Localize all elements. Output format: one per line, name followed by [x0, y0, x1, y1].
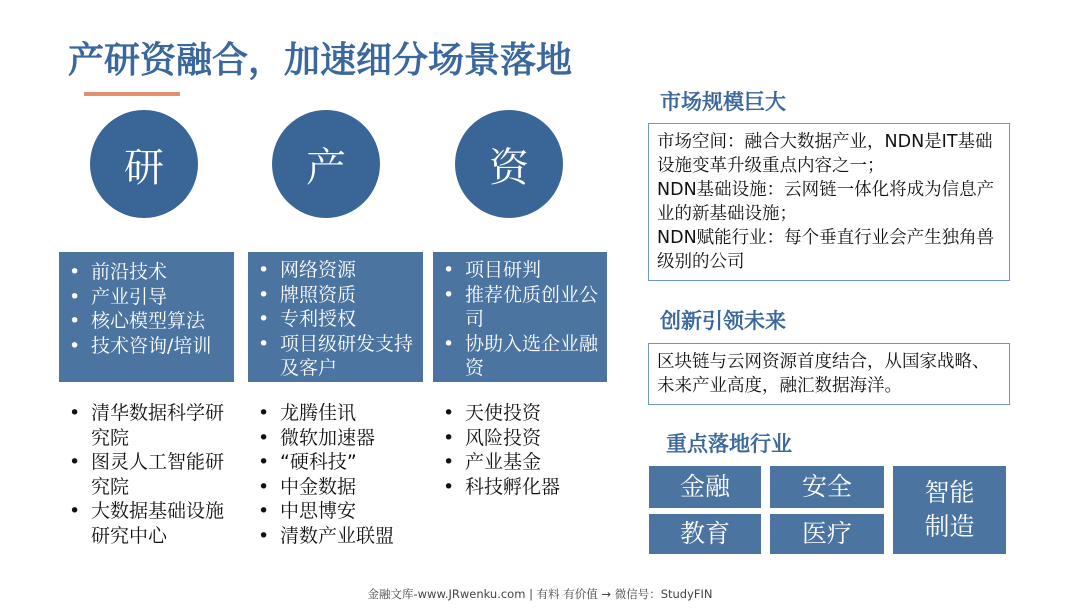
list-item: • 微软加速器 — [248, 426, 428, 451]
market-line: 市场空间：融合大数据产业，NDN是IT基础设施变革升级重点内容之一； — [657, 132, 993, 176]
market-box — [648, 123, 1010, 281]
list-item: • 科技孵化器 — [433, 475, 613, 500]
list-item: • 核心模型算法 — [59, 309, 226, 334]
industries-heading: 重点落地行业 — [666, 432, 792, 456]
list-item: • 专利授权 — [248, 307, 415, 332]
list-item: • 项目研判 — [433, 258, 599, 283]
list-item: • 前沿技术 — [59, 260, 226, 285]
list-item: • 风险投资 — [433, 426, 613, 451]
list-item: • 牌照资质 — [248, 283, 415, 308]
research-box — [59, 252, 234, 382]
industry-partners — [248, 401, 428, 548]
market-line: NDN赋能行业：每个垂直行业会产生独角兽级别的公司 — [657, 228, 995, 272]
title-accent-bar — [84, 92, 180, 96]
footer-watermark: 金融文库-www.JRwenku.com | 有料 有价值 → 微信号：StudyFIN — [367, 587, 713, 601]
list-item: • “硬科技” — [248, 450, 428, 475]
tile-finance: 金融 — [649, 466, 761, 508]
industry-box — [248, 252, 423, 382]
list-item: • 清数产业联盟 — [248, 524, 428, 549]
tile-security: 安全 — [770, 466, 884, 508]
list-item: • 技术咨询/培训 — [59, 334, 226, 359]
list-item: • 中金数据 — [248, 475, 428, 500]
research-partners — [59, 401, 234, 548]
circle-industry: 产 — [272, 110, 380, 218]
list-item: • 项目级研发支持及客户 — [248, 332, 415, 381]
list-item: • 协助入选企业融资 — [433, 332, 599, 381]
list-item: • 产业基金 — [433, 450, 613, 475]
list-item: • 网络资源 — [248, 258, 415, 283]
capital-partners — [433, 401, 613, 499]
market-line: NDN基础设施：云网链一体化将成为信息产业的新基础设施； — [657, 180, 995, 224]
innovation-text: 区块链与云网资源首度结合，从国家战略、未来产业高度，融汇数据海洋。 — [657, 352, 990, 396]
list-item: • 天使投资 — [433, 401, 613, 426]
page-title: 产研资融合，加速细分场景落地 — [68, 40, 573, 81]
list-item: • 产业引导 — [59, 285, 226, 310]
innovation-box — [648, 343, 1010, 405]
tile-medical: 医疗 — [770, 514, 884, 554]
list-item: • 龙腾佳讯 — [248, 401, 428, 426]
tile-smart-manufacturing: 智能 制造 — [893, 466, 1006, 554]
innovation-heading: 创新引领未来 — [660, 309, 786, 333]
list-item: • 推荐优质创业公司 — [433, 283, 599, 332]
list-item: • 中思博安 — [248, 499, 428, 524]
tile-education: 教育 — [649, 514, 761, 554]
list-item: • 大数据基础设施研究中心 — [59, 499, 234, 548]
list-item: • 清华数据科学研究院 — [59, 401, 234, 450]
circle-research: 研 — [90, 110, 198, 218]
capital-box — [433, 252, 607, 382]
market-heading: 市场规模巨大 — [660, 90, 786, 114]
circle-capital: 资 — [455, 110, 563, 218]
list-item: • 图灵人工智能研究院 — [59, 450, 234, 499]
